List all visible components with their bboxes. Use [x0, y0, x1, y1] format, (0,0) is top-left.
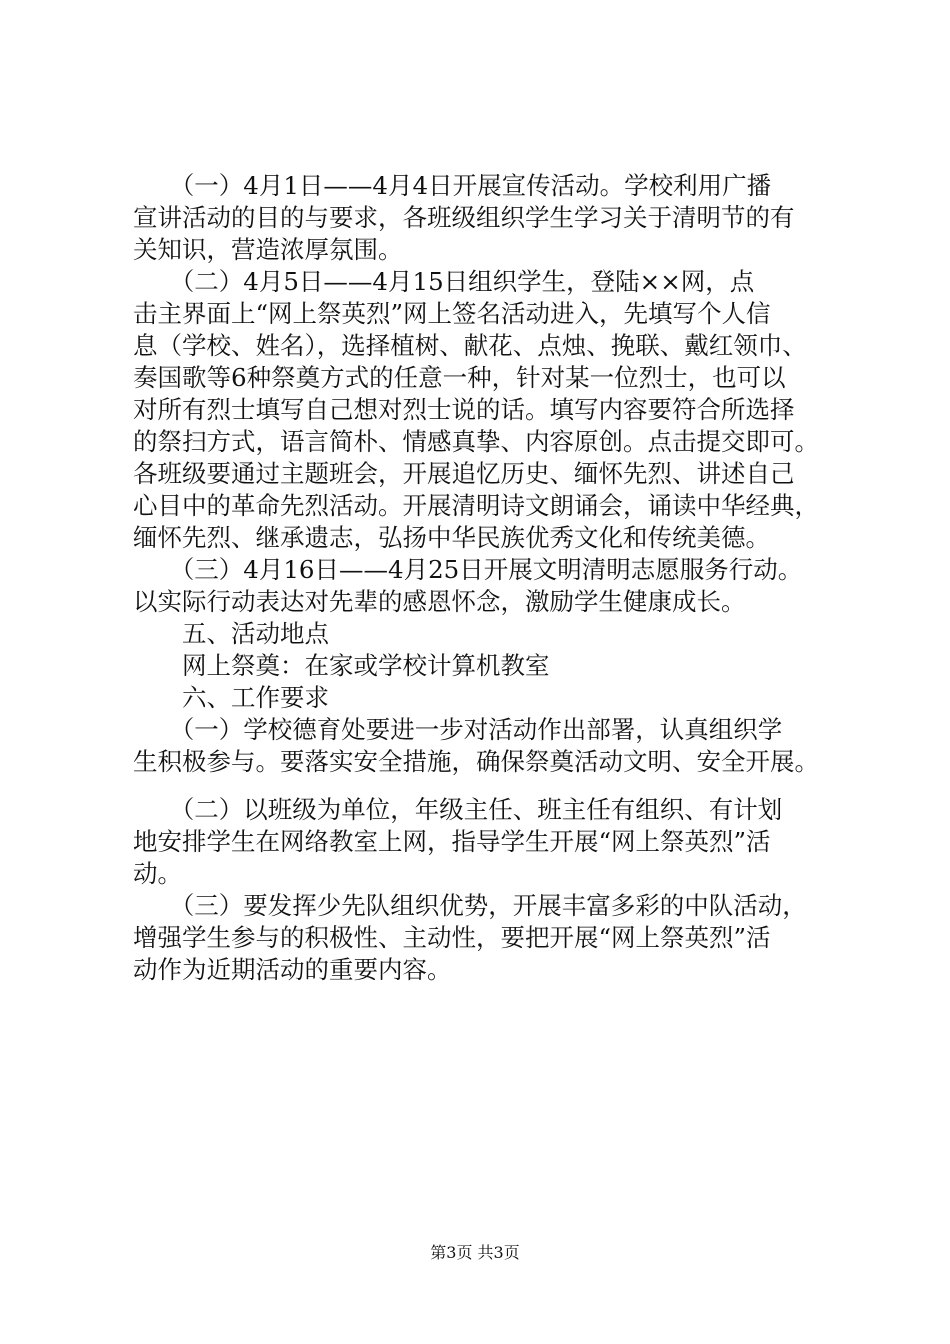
text-line: 击主界面上“网上祭英烈”网上签名活动进入，先填写个人信 [133, 299, 771, 328]
text-line: 奏国歌等6种祭奠方式的任意一种，针对某一位烈士，也可以 [133, 363, 786, 392]
text-line: 动作为近期活动的重要内容。 [133, 955, 452, 984]
text-line: 以实际行动表达对先辈的感恩怀念，激励学生健康成长。 [133, 587, 746, 616]
section-heading: 六、工作要求 [133, 683, 329, 712]
text-line: （一）4月1日——4月4日开展宣传活动。学校利用广播 [133, 171, 772, 200]
text-line: 宣讲活动的目的与要求，各班级组织学生学习关于清明节的有 [133, 203, 795, 232]
text-line: 的祭扫方式，语言简朴、情感真挚、内容原创。点击提交即可。 [133, 427, 819, 456]
page-footer: 第3页 共3页 [430, 1243, 520, 1262]
text-line: （二）以班级为单位，年级主任、班主任有组织、有计划 [133, 795, 783, 824]
text-line: 心目中的革命先烈活动。开展清明诗文朗诵会，诵读中华经典， [133, 491, 819, 520]
section-heading: 五、活动地点 [133, 619, 329, 648]
text-line: （三）4月16日——4月25日开展文明清明志愿服务行动。 [133, 555, 803, 584]
text-line: 动。 [133, 859, 182, 888]
text-line: 网上祭奠：在家或学校计算机教室 [133, 651, 550, 680]
text-line: 地安排学生在网络教室上网，指导学生开展“网上祭英烈”活 [133, 827, 771, 856]
text-line: 增强学生参与的积极性、主动性，要把开展“网上祭英烈”活 [133, 923, 771, 952]
text-line: 缅怀先烈、继承遗志，弘扬中华民族优秀文化和传统美德。 [133, 523, 770, 552]
text-line: 各班级要通过主题班会，开展追忆历史、缅怀先烈、讲述自己 [133, 459, 795, 488]
text-line: 关知识，营造浓厚氛围。 [133, 235, 403, 264]
text-line: 对所有烈士填写自己想对烈士说的话。填写内容要符合所选择 [133, 395, 795, 424]
text-line: （二）4月5日——4月15日组织学生，登陆××网，点 [133, 267, 755, 296]
document-body [133, 170, 833, 986]
text-line: （三）要发挥少先队组织优势，开展丰富多彩的中队活动， [133, 891, 807, 920]
text-line: 息（学校、姓名），选择植树、献花、点烛、挽联、戴红领巾、 [133, 331, 807, 360]
text-line: （一）学校德育处要进一步对活动作出部署，认真组织学 [133, 715, 783, 744]
text-line: 生积极参与。要落实安全措施，确保祭奠活动文明、安全开展。 [133, 747, 819, 776]
paragraph-gap [133, 778, 833, 794]
